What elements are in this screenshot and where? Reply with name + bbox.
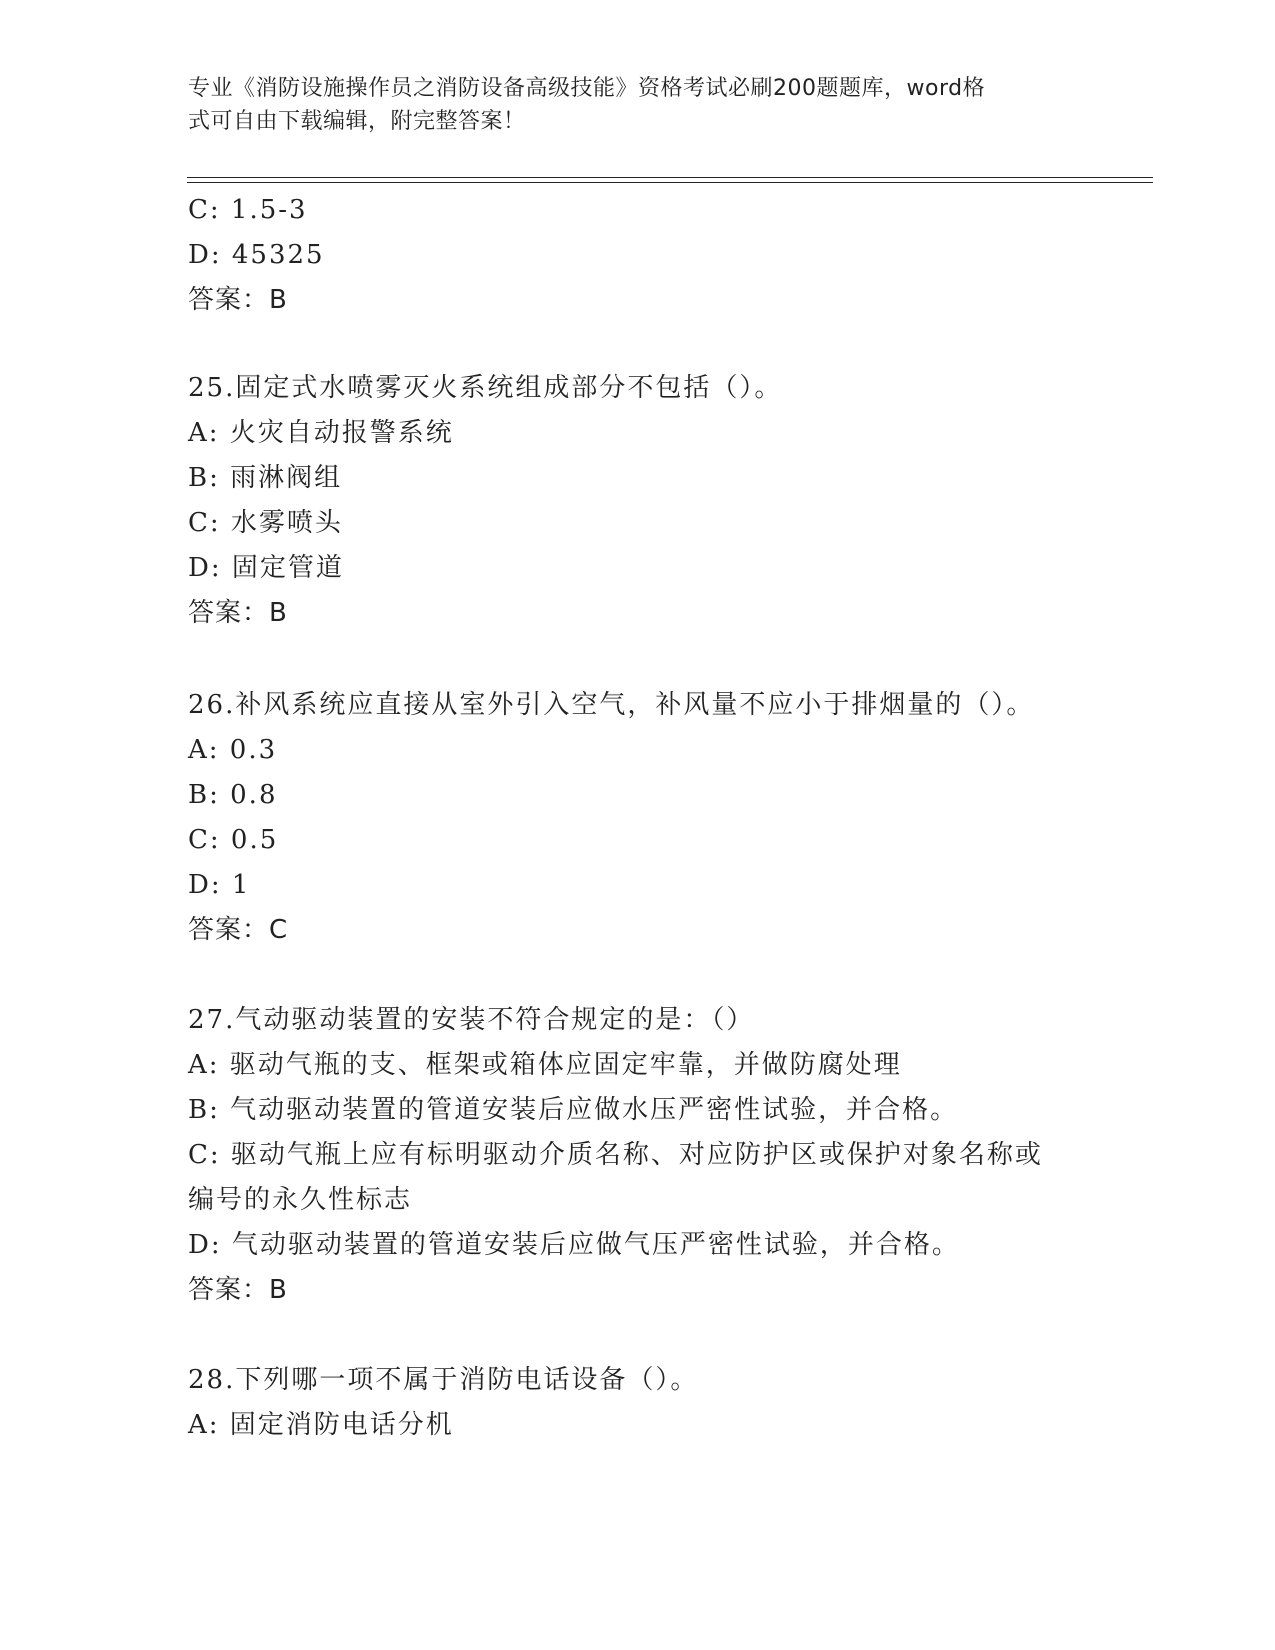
q27-answer: 答案：B <box>188 1275 288 1305</box>
q26-question: 26.补风系统应直接从室外引入空气，补风量不应小于排烟量的（）。 <box>188 690 1035 720</box>
q25-option-d: D: 固定管道 <box>188 553 344 583</box>
document-header <box>188 72 1088 138</box>
q25-question: 25.固定式水喷雾灭火系统组成部分不包括（）。 <box>188 373 783 403</box>
q26-answer: 答案：C <box>188 915 289 945</box>
header-line-2: 式可自由下载编辑，附完整答案！ <box>188 109 526 134</box>
q28-option-a: A: 固定消防电话分机 <box>188 1410 454 1440</box>
q26-option-c: C: 0.5 <box>188 825 279 855</box>
header-divider-top <box>187 177 1153 178</box>
q25-option-a: A: 火灾自动报警系统 <box>188 418 454 448</box>
q26-option-b: B: 0.8 <box>188 780 278 810</box>
q27-option-d: D: 气动驱动装置的管道安装后应做气压严密性试验，并合格。 <box>188 1230 960 1260</box>
q25-option-c: C: 水雾喷头 <box>188 508 343 538</box>
q24-answer: 答案：B <box>188 285 288 315</box>
q27-option-b: B: 气动驱动装置的管道安装后应做水压严密性试验，并合格。 <box>188 1095 959 1125</box>
q27-option-c-line-1: C: 驱动气瓶上应有标明驱动介质名称、对应防护区或保护对象名称或 <box>188 1140 1043 1170</box>
q26-option-d: D: 1 <box>188 870 251 900</box>
q27-question: 27.气动驱动装置的安装不符合规定的是：（） <box>188 1005 755 1035</box>
q27-option-a: A: 驱动气瓶的支、框架或箱体应固定牢靠，并做防腐处理 <box>188 1050 902 1080</box>
q24-option-c: C: 1.5-3 <box>188 195 308 225</box>
header-line-1: 专业《消防设施操作员之消防设备高级技能》资格考试必刷200题题库，word格 <box>188 76 986 101</box>
q25-answer: 答案：B <box>188 598 288 628</box>
q27-option-c-line-2: 编号的永久性标志 <box>188 1185 413 1215</box>
q24-option-d: D: 45325 <box>188 240 325 270</box>
q25-option-b: B: 雨淋阀组 <box>188 463 343 493</box>
header-divider-bottom <box>187 182 1153 183</box>
q28-question: 28.下列哪一项不属于消防电话设备（）。 <box>188 1365 699 1395</box>
q26-option-a: A: 0.3 <box>188 735 278 765</box>
